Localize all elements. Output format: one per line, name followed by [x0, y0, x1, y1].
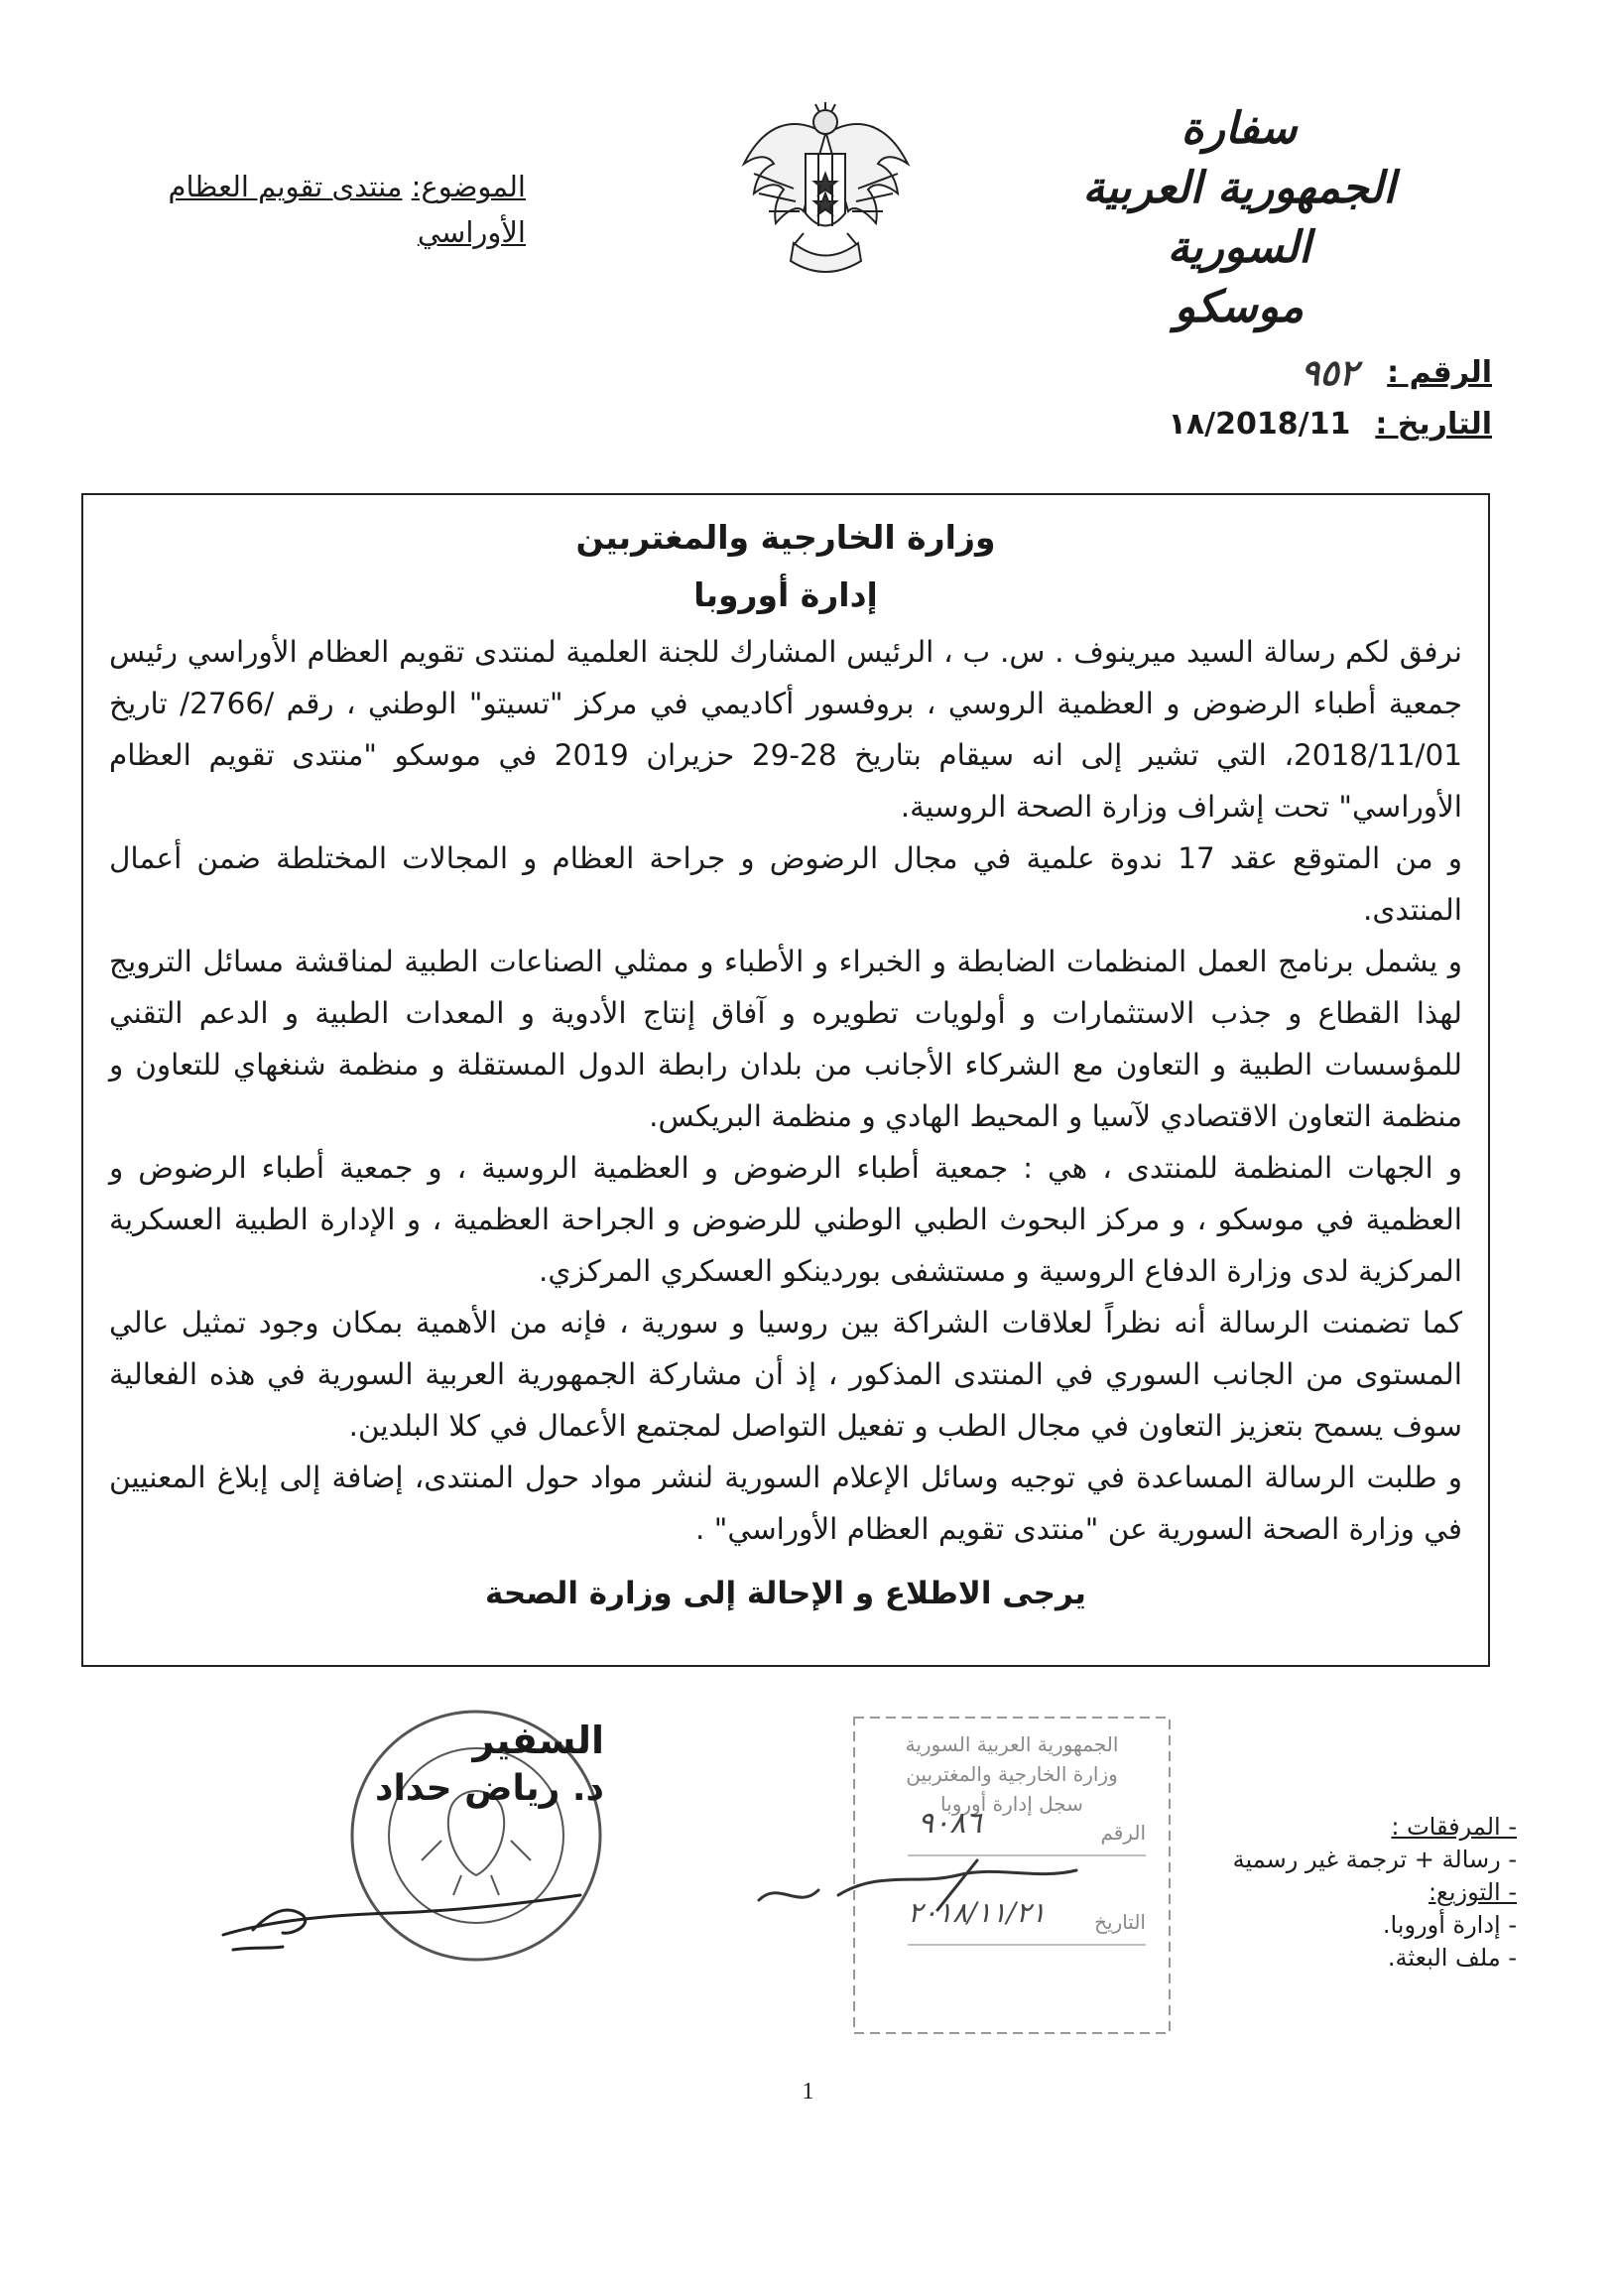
registry-stamp-line: وزارة الخارجية والمغتربين [906, 1762, 1118, 1786]
registry-date-handwritten: ٢٠١٨/١١/٢١ [908, 1896, 1047, 1929]
letter-heading-department: إدارة أوروبا [693, 575, 878, 614]
subject-block [149, 164, 526, 255]
embassy-line: الجمهورية العربية السورية [1082, 163, 1396, 273]
signature-name: د. رياض حداد [375, 1768, 604, 1809]
registry-number-handwritten: ٩٠٨٦ [918, 1806, 982, 1841]
embassy-header [1031, 99, 1447, 337]
signature-block [287, 1717, 604, 1814]
handwritten-date-scribble [739, 1841, 1096, 1930]
page-number: 1 [802, 2079, 814, 2105]
eagle-emblem-icon [734, 94, 918, 293]
subject-line-1 [149, 164, 526, 209]
subject-text: منتدى تقويم العظام [168, 170, 403, 203]
subject-text: الأوراسي [417, 215, 526, 249]
reference-block [1095, 347, 1492, 450]
letter-paragraph: و الجهات المنظمة للمنتدى ، هي : جمعية أطباء الرضوض و العظمية الروسية ، و جمعية أطباء الرضوض و العظمية في موسكو ، و مركز البحوث الطبي الوطني للرضوض و الجراحة العظمية ، و الإدارة الطبية العسكرية المركزية لدى وزارة الدفاع الروسية و مستشفى بوردينكو العسكري المركزي. [109, 1151, 1462, 1288]
reference-number-row [1095, 347, 1492, 399]
distribution-item: - إدارة أوروبا. [1382, 1911, 1517, 1939]
attachment-item: - رسالة + ترجمة غير رسمية [1232, 1846, 1517, 1873]
letter-heading-ministry: وزارة الخارجية والمغتربين [575, 518, 996, 557]
embassy-line: موسكو [1174, 282, 1305, 332]
subject-label: الموضوع: [411, 170, 526, 203]
reference-number-value: ٩٥٢ [1300, 352, 1358, 394]
registry-number-label: الرقم [1100, 1821, 1146, 1845]
embassy-line: سفارة [1181, 103, 1298, 154]
registry-stamp-line: الجمهورية العربية السورية [905, 1732, 1119, 1756]
reference-date-value: 2018/11/١٨ [1168, 407, 1351, 442]
letter-paragraph: و من المتوقع عقد 17 ندوة علمية في مجال الرضوض و جراحة العظام و المجالات المختلطة ضمن أعمال المنتدى. [109, 841, 1462, 927]
letter-closing: يرجى الاطلاع و الإحالة إلى وزارة الصحة [485, 1576, 1086, 1611]
attachments-block [1199, 1811, 1517, 1975]
subject-line-2 [149, 209, 526, 255]
distribution-item: - ملف البعثة. [1387, 1944, 1517, 1972]
registry-stamp-line: سجل إدارة أوروبا [940, 1792, 1083, 1816]
reference-number-label: الرقم : [1387, 355, 1492, 390]
letter-paragraph: و يشمل برنامج العمل المنظمات الضابطة و الخبراء و الأطباء و ممثلي الصناعات الطبية لمناقشة مسائل الترويج لهذا القطاع و جذب الاستثمارات و أولويات تطويره و آفاق إنتاج الأدوية و المعدات الطبية و الدعم التقني للمؤسسات الطبية و التعاون مع الشركاء الأجانب من بلدان رابطة الدول المستقلة و منظمة شنغهاي للتعاون و منظمة التعاون الاقتصادي لآسيا و المحيط الهادي و منظمة البريكس. [109, 945, 1462, 1133]
reference-date-label: التاريخ : [1375, 407, 1492, 442]
distribution-heading: - التوزيع: [1428, 1878, 1517, 1906]
registry-date-label: التاريخ [1094, 1910, 1146, 1934]
letter-body-frame [81, 493, 1490, 1667]
letter-paragraph: كما تضمنت الرسالة أنه نظراً لعلاقات الشراكة بين روسيا و سورية ، فإنه من الأهمية بمكان وجود تمثيل عالي المستوى من الجانب السوري في المنتدى المذكور ، إذ أن مشاركة الجمهورية العربية السورية في هذه الفعالية سوف يسمح بتعزيز التعاون في مجال الطب و تفعيل التواصل لمجتمع الأعمال في كلا البلدين. [109, 1306, 1462, 1443]
reference-date-row [1095, 399, 1492, 450]
signature-title: السفير [472, 1719, 604, 1762]
letter-paragraph: و طلبت الرسالة المساعدة في توجيه وسائل الإعلام السورية لنشر مواد حول المنتدى، إضافة إلى إبلاغ المعنيين في وزارة الصحة السورية عن "منتدى تقويم العظام الأوراسي" . [109, 1461, 1462, 1546]
handwritten-signature [213, 1875, 590, 1955]
letter-paragraph: نرفق لكم رسالة السيد ميرينوف . س. ب ، الرئيس المشارك للجنة العلمية لمنتدى تقويم العظام الأوراسي رئيس جمعية أطباء الرضوض و العظمية الروسي ، بروفسور أكاديمي في مركز "تسيتو" الوطني ، رقم /2766/ تاريخ 2018/11/01، التي تشير إلى انه سيقام بتاريخ 28-29 حزيران 2019 في موسكو "منتدى تقويم العظام الأوراسي" تحت إشراف وزارة الصحة الروسية. [109, 635, 1462, 824]
attachments-heading: - المرفقات : [1391, 1813, 1517, 1841]
